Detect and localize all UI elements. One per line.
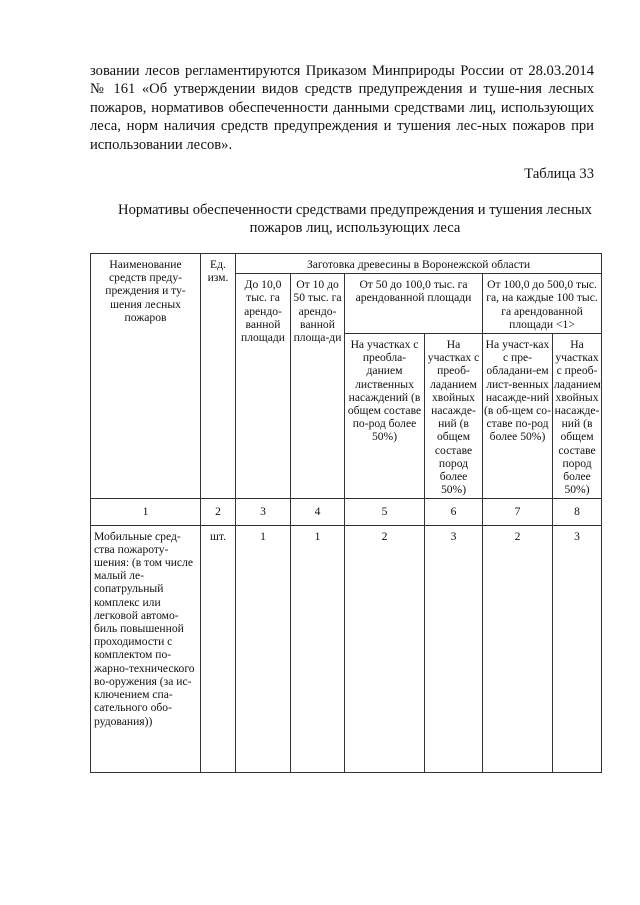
row-unit-cell: шт. [201, 525, 236, 772]
header-col-6: На участках с преоб-ладанием хвойных насажде-ний (в общем составе пород более 50%) [425, 334, 483, 499]
column-number-row [91, 499, 602, 525]
column-number: 7 [483, 499, 553, 525]
column-number: 4 [291, 499, 345, 525]
header-row-1 [91, 254, 602, 274]
header-col-5-6: От 50 до 100,0 тыс. га арендованной площади [345, 274, 483, 334]
value-cell: 2 [483, 525, 553, 772]
header-unit: Ед. изм. [201, 254, 236, 499]
norms-table [90, 253, 602, 773]
header-col-7: На участ-ках с пре-обладани-ем лист-венных насажде-ний (в об-щем со-ставе по-род более 50%) [483, 334, 553, 499]
row-name-cell: Мобильные сред-ства пожароту-шения: (в том числе малый ле-сопатрульный комплекс или легковой автомо-биль повышенной проходимости с комплектом по-жарно-технического во-оружения (за ис-ключением спа-сательного обо-рудования)) [91, 525, 201, 772]
header-col-5: На участках с преобла-данием лиственных насаждений (в общем составе по-род более 50%) [345, 334, 425, 499]
table-row [91, 525, 602, 772]
column-number: 3 [236, 499, 291, 525]
header-col-7-8: От 100,0 до 500,0 тыс. га, на каждые 100 тыс. га арендованной площади <1> [483, 274, 602, 334]
column-number: 1 [91, 499, 201, 525]
column-number: 5 [345, 499, 425, 525]
header-col-3: До 10,0 тыс. га арендо-ванной площади [236, 274, 291, 499]
table-number-label: Таблица 33 [524, 166, 594, 182]
column-number: 2 [201, 499, 236, 525]
body-paragraph: зовании лесов регламентируются Приказом Минприроды России от 28.03.2014 № 161 «Об утверждении видов средств предупреждения и туше-ния лесных пожаров, нормативов обеспеченности данными средствами лиц, использующих леса, норм наличия средств предупреждения и тушения лес-ных пожаров при использовании лесов». [90, 63, 594, 153]
value-cell: 1 [291, 525, 345, 772]
header-name: Наименование средств преду-преждения и ту-шения лесных пожаров [91, 254, 201, 499]
header-col-4: От 10 до 50 тыс. га арендо-ванной площа-ди [291, 274, 345, 499]
column-number: 6 [425, 499, 483, 525]
table-caption: Нормативы обеспеченности средствами предупреждения и тушения лесных пожаров лиц, использующих леса [118, 202, 592, 236]
value-cell: 3 [425, 525, 483, 772]
value-cell: 3 [553, 525, 602, 772]
header-col-8: На участках с преоб-ладанием хвойных насажде-ний (в общем составе пород более 50%) [553, 334, 602, 499]
column-number: 8 [553, 499, 602, 525]
value-cell: 2 [345, 525, 425, 772]
header-group: Заготовка древесины в Воронежской области [236, 254, 602, 274]
value-cell: 1 [236, 525, 291, 772]
